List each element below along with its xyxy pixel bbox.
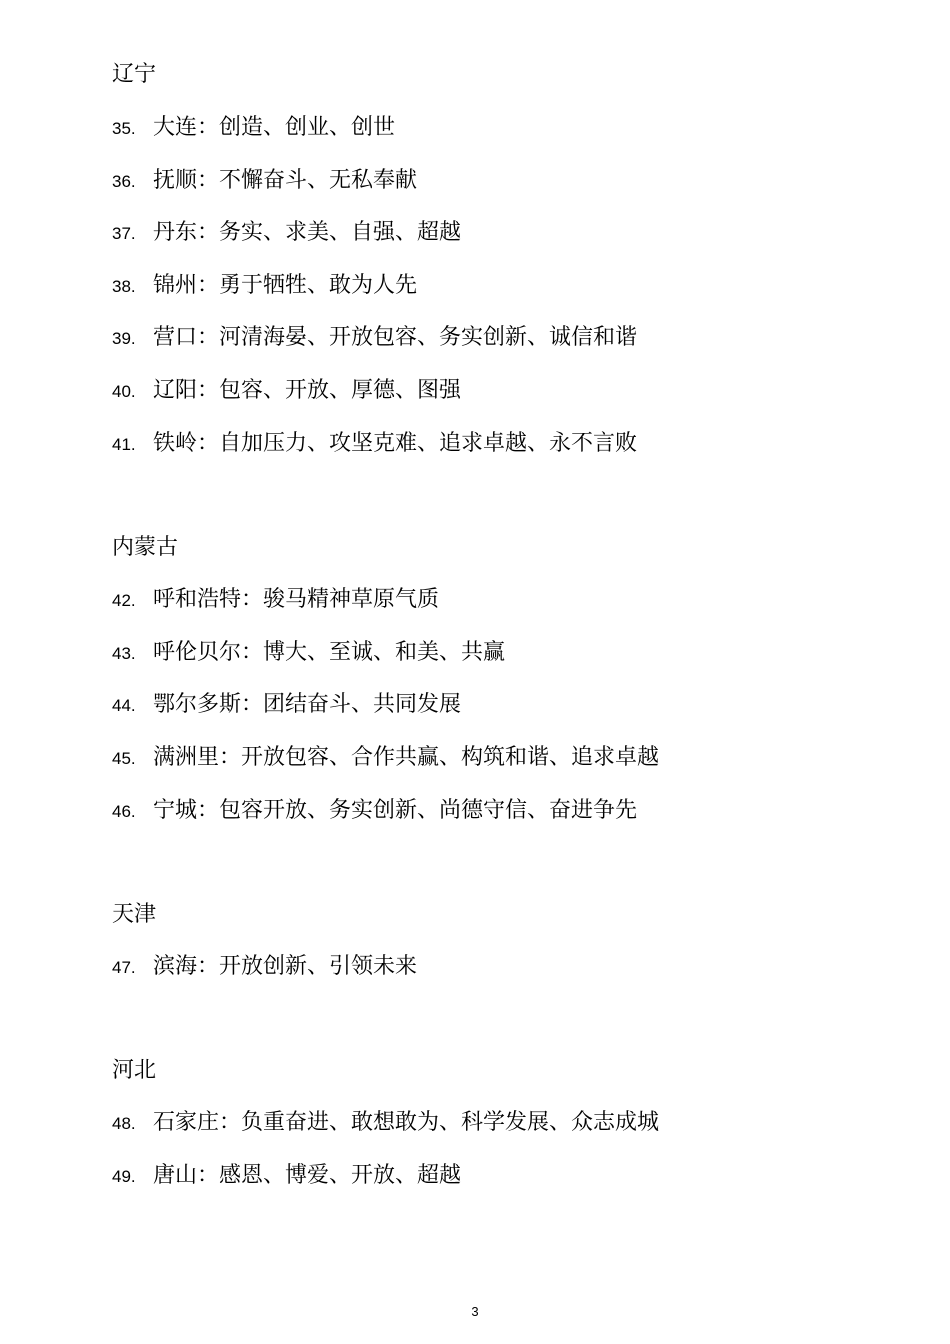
section-heading-liaoning: 辽宁 xyxy=(112,62,157,87)
item-number: 43. xyxy=(112,644,136,663)
list-item xyxy=(112,376,461,406)
list-item xyxy=(112,218,461,248)
section-heading-hebei: 河北 xyxy=(112,1058,157,1083)
item-number: 42. xyxy=(112,591,136,610)
item-number: 44. xyxy=(112,696,136,715)
item-number: 40. xyxy=(112,382,136,401)
item-text: 唐山：感恩、博爱、开放、超越 xyxy=(153,1163,462,1188)
item-text: 辽阳：包容、开放、厚德、图强 xyxy=(153,378,462,403)
list-item xyxy=(112,429,637,459)
item-number: 45. xyxy=(112,749,136,768)
list-item xyxy=(112,113,395,143)
item-text: 锦州：勇于牺牲、敢为人先 xyxy=(153,273,418,298)
item-text: 丹东：务实、求美、自强、超越 xyxy=(153,220,462,245)
list-item xyxy=(112,585,439,615)
list-item xyxy=(112,166,417,196)
list-item xyxy=(112,323,637,353)
list-item xyxy=(112,271,417,301)
section-heading-inner-mongolia: 内蒙古 xyxy=(112,535,179,560)
item-number: 37. xyxy=(112,224,136,243)
item-text: 抚顺：不懈奋斗、无私奉献 xyxy=(153,168,418,193)
list-item xyxy=(112,743,659,773)
item-number: 36. xyxy=(112,172,136,191)
list-item xyxy=(112,952,417,982)
list-item xyxy=(112,690,461,720)
item-text: 宁城：包容开放、务实创新、尚德守信、奋进争先 xyxy=(153,798,638,823)
item-number: 49. xyxy=(112,1167,136,1186)
page-number: 3 xyxy=(471,1304,479,1319)
section-heading-tianjin: 天津 xyxy=(112,902,157,927)
item-number: 46. xyxy=(112,802,136,821)
item-number: 35. xyxy=(112,119,136,138)
item-number: 47. xyxy=(112,958,136,977)
item-text: 满洲里：开放包容、合作共赢、构筑和谐、追求卓越 xyxy=(153,745,660,770)
item-text: 铁岭：自加压力、攻坚克难、追求卓越、永不言败 xyxy=(153,431,638,456)
item-text: 大连：创造、创业、创世 xyxy=(153,115,396,140)
item-text: 呼伦贝尔：博大、至诚、和美、共赢 xyxy=(153,640,506,665)
list-item xyxy=(112,796,637,826)
item-text: 鄂尔多斯：团结奋斗、共同发展 xyxy=(153,692,462,717)
item-text: 呼和浩特：骏马精神草原气质 xyxy=(153,587,440,612)
list-item xyxy=(112,1108,659,1138)
item-text: 石家庄：负重奋进、敢想敢为、科学发展、众志成城 xyxy=(153,1110,660,1135)
item-text: 滨海：开放创新、引领未来 xyxy=(153,954,418,979)
item-text: 营口：河清海晏、开放包容、务实创新、诚信和谐 xyxy=(153,325,638,350)
list-item xyxy=(112,1161,461,1191)
item-number: 48. xyxy=(112,1114,136,1133)
list-item xyxy=(112,638,505,668)
item-number: 41. xyxy=(112,435,136,454)
item-number: 39. xyxy=(112,329,136,348)
item-number: 38. xyxy=(112,277,136,296)
